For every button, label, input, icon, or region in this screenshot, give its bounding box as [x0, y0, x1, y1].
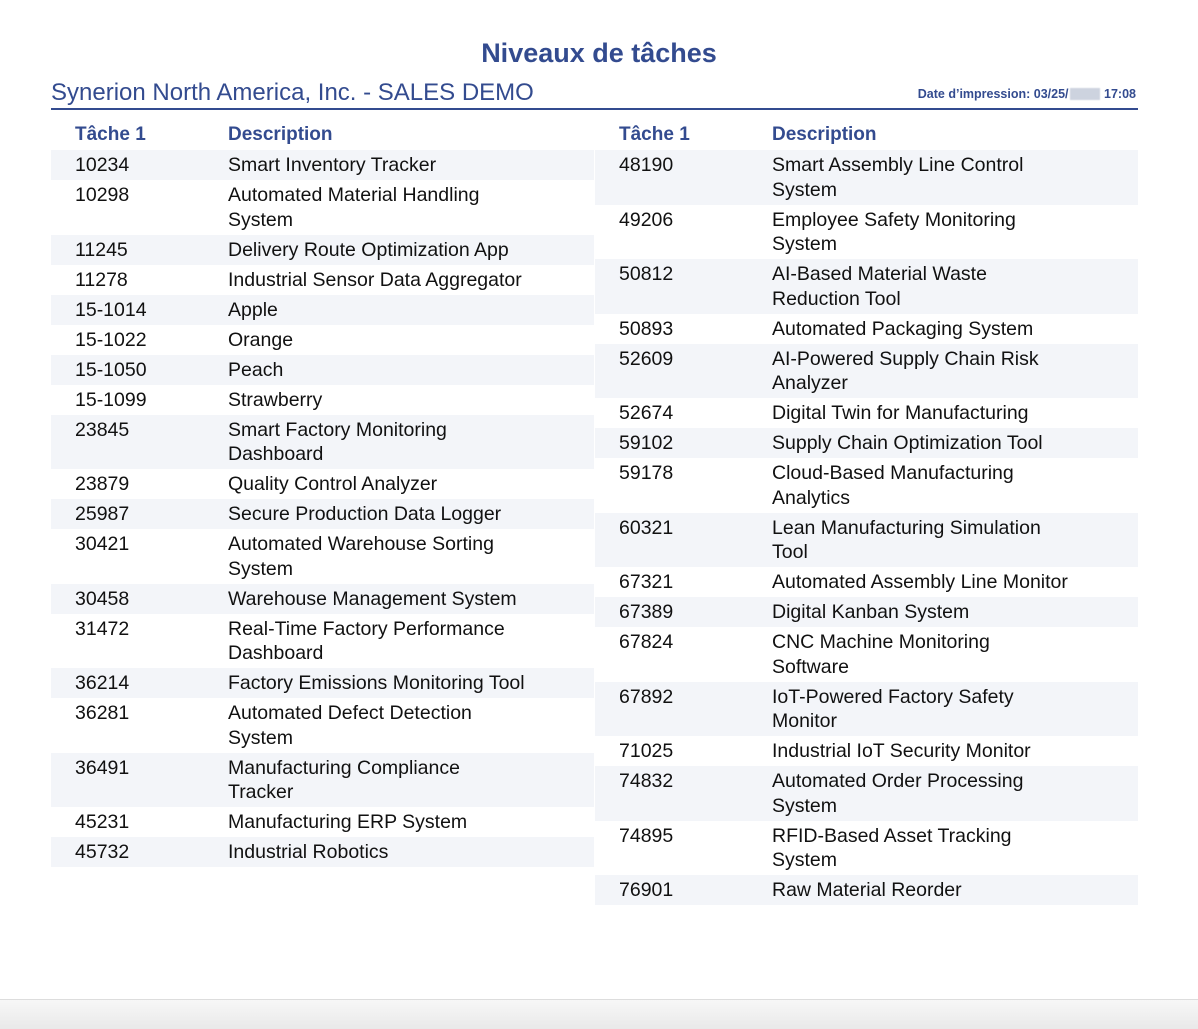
task-code: 45732: [75, 841, 130, 863]
task-code: 67321: [619, 571, 674, 593]
task-description: Strawberry: [228, 388, 323, 411]
task-description: IoT-Powered Factory Safety Monitor: [772, 685, 1014, 732]
task-code: 52609: [619, 347, 674, 370]
task-code: 74895: [619, 824, 674, 847]
table-row: [595, 766, 1138, 821]
task-code: 36214: [75, 672, 130, 694]
task-code: 23845: [75, 418, 130, 441]
task-description: Smart Assembly Line Control System: [772, 154, 1024, 201]
print-time: 17:08: [1104, 87, 1136, 101]
task-code: 36491: [75, 756, 130, 779]
left-rows: [51, 150, 594, 1028]
print-date-label: Date d’impression: 03/25/: [917, 87, 1069, 101]
table-row: [51, 807, 594, 837]
task-code: 50893: [619, 317, 674, 340]
right-column-header: [595, 120, 1138, 150]
table-row: [51, 235, 594, 265]
task-code: 49206: [619, 208, 674, 231]
task-description: Cloud-Based Manufacturing Analytics: [772, 462, 1014, 509]
task-description: Automated Material Handling System: [228, 184, 480, 231]
table-row: [595, 597, 1138, 627]
task-code: 67892: [619, 685, 674, 708]
task-code: 76901: [619, 879, 674, 901]
right-rows: [595, 150, 1138, 1028]
task-code: 67824: [619, 631, 674, 653]
task-code: 15-1022: [75, 328, 147, 351]
table-row: [595, 259, 1138, 314]
task-description: Automated Defect Detection System: [228, 702, 472, 749]
task-code-header: Tâche 1: [619, 124, 690, 145]
task-code: 10234: [75, 154, 130, 176]
table-row: [51, 668, 594, 698]
page-title: Niveaux de tâches: [481, 38, 717, 68]
table-row: [595, 567, 1138, 597]
task-description: CNC Machine Monitoring Software: [772, 631, 990, 678]
task-code: 10298: [75, 184, 130, 206]
table-row: [595, 682, 1138, 737]
task-code: 23879: [75, 473, 130, 495]
right-column: [595, 120, 1138, 1028]
table-row: [51, 529, 594, 584]
task-description: Secure Production Data Logger: [228, 503, 502, 525]
company-name: Synerion North America, Inc. - SALES DEMO: [51, 79, 534, 106]
task-description: Peach: [228, 358, 284, 381]
task-code: 15-1099: [75, 388, 147, 411]
description-header: Description: [772, 124, 877, 145]
table-row: [595, 458, 1138, 513]
table-row: [51, 499, 594, 529]
left-column-header: [51, 120, 594, 150]
task-description: Smart Inventory Tracker: [228, 154, 437, 176]
table-row: [51, 385, 594, 415]
viewer-bottom-bar: [0, 999, 1198, 1029]
task-description: Automated Order Processing System: [772, 770, 1024, 817]
print-date: [918, 87, 1136, 101]
table-row: [51, 325, 594, 355]
task-code: 45231: [75, 811, 130, 833]
table-row: [51, 265, 594, 295]
task-description: Real-Time Factory Performance Dashboard: [228, 617, 505, 664]
task-description: Industrial IoT Security Monitor: [772, 740, 1031, 762]
table-row: [595, 428, 1138, 458]
task-code: 52674: [619, 402, 674, 424]
task-description: Factory Emissions Monitoring Tool: [228, 672, 525, 694]
table-row: [51, 415, 594, 470]
task-code: 30421: [75, 533, 130, 555]
table-row: [595, 398, 1138, 428]
task-description: Industrial Sensor Data Aggregator: [228, 268, 522, 291]
task-description: Lean Manufacturing Simulation Tool: [772, 516, 1041, 563]
table-row: [51, 150, 594, 180]
task-code: 15-1014: [75, 298, 147, 321]
task-description: Warehouse Management System: [228, 587, 517, 610]
task-code: 31472: [75, 617, 130, 640]
task-code: 59178: [619, 462, 674, 484]
task-description: Supply Chain Optimization Tool: [772, 432, 1043, 454]
task-description: Delivery Route Optimization App: [228, 238, 509, 261]
table-row: [51, 180, 594, 235]
table-row: [595, 344, 1138, 399]
task-description: Automated Warehouse Sorting System: [228, 533, 494, 580]
table-row: [51, 698, 594, 753]
task-code: 15-1050: [75, 358, 147, 381]
table-row: [51, 295, 594, 325]
task-description: Raw Material Reorder: [772, 879, 962, 901]
task-code: 71025: [619, 740, 674, 762]
task-description: Manufacturing Compliance Tracker: [228, 756, 460, 803]
task-code-header: Tâche 1: [75, 124, 146, 145]
description-header: Description: [228, 124, 333, 145]
task-description: Orange: [228, 328, 294, 351]
table-row: [595, 875, 1138, 905]
task-description: Industrial Robotics: [228, 841, 389, 863]
task-code: 50812: [619, 263, 674, 285]
task-code: 11278: [75, 268, 128, 291]
redacted-year: [1070, 88, 1100, 100]
task-code: 11245: [75, 238, 128, 261]
table-row: [51, 355, 594, 385]
task-description: Automated Packaging System: [772, 317, 1034, 340]
task-code: 60321: [619, 516, 674, 539]
task-description: Apple: [228, 298, 278, 321]
task-code: 25987: [75, 503, 130, 525]
task-description: AI-Powered Supply Chain Risk Analyzer: [772, 347, 1039, 394]
table-row: [51, 584, 594, 614]
task-code: 30458: [75, 587, 130, 610]
task-code: 67389: [619, 601, 674, 623]
task-description: Quality Control Analyzer: [228, 473, 438, 495]
task-code: 36281: [75, 702, 130, 724]
table-row: [595, 736, 1138, 766]
table-row: [595, 150, 1138, 205]
task-description: Smart Factory Monitoring Dashboard: [228, 418, 447, 465]
task-description: AI-Based Material Waste Reduction Tool: [772, 263, 987, 310]
table-row: [595, 314, 1138, 344]
table-row: [51, 753, 594, 808]
table-row: [51, 837, 594, 867]
task-code: 48190: [619, 154, 674, 176]
left-column: [51, 120, 594, 1028]
task-description: RFID-Based Asset Tracking System: [772, 824, 1012, 871]
task-code: 59102: [619, 432, 674, 454]
task-description: Manufacturing ERP System: [228, 811, 468, 833]
table-row: [595, 205, 1138, 260]
table-row: [51, 614, 594, 669]
task-description: Automated Assembly Line Monitor: [772, 571, 1068, 593]
header-rule: [51, 108, 1138, 110]
task-description: Employee Safety Monitoring System: [772, 208, 1016, 255]
task-code: 74832: [619, 770, 674, 792]
table-row: [51, 469, 594, 499]
task-description: Digital Kanban System: [772, 601, 970, 623]
task-description: Digital Twin for Manufacturing: [772, 402, 1029, 424]
table-row: [595, 627, 1138, 682]
table-row: [595, 513, 1138, 568]
table-row: [595, 821, 1138, 876]
